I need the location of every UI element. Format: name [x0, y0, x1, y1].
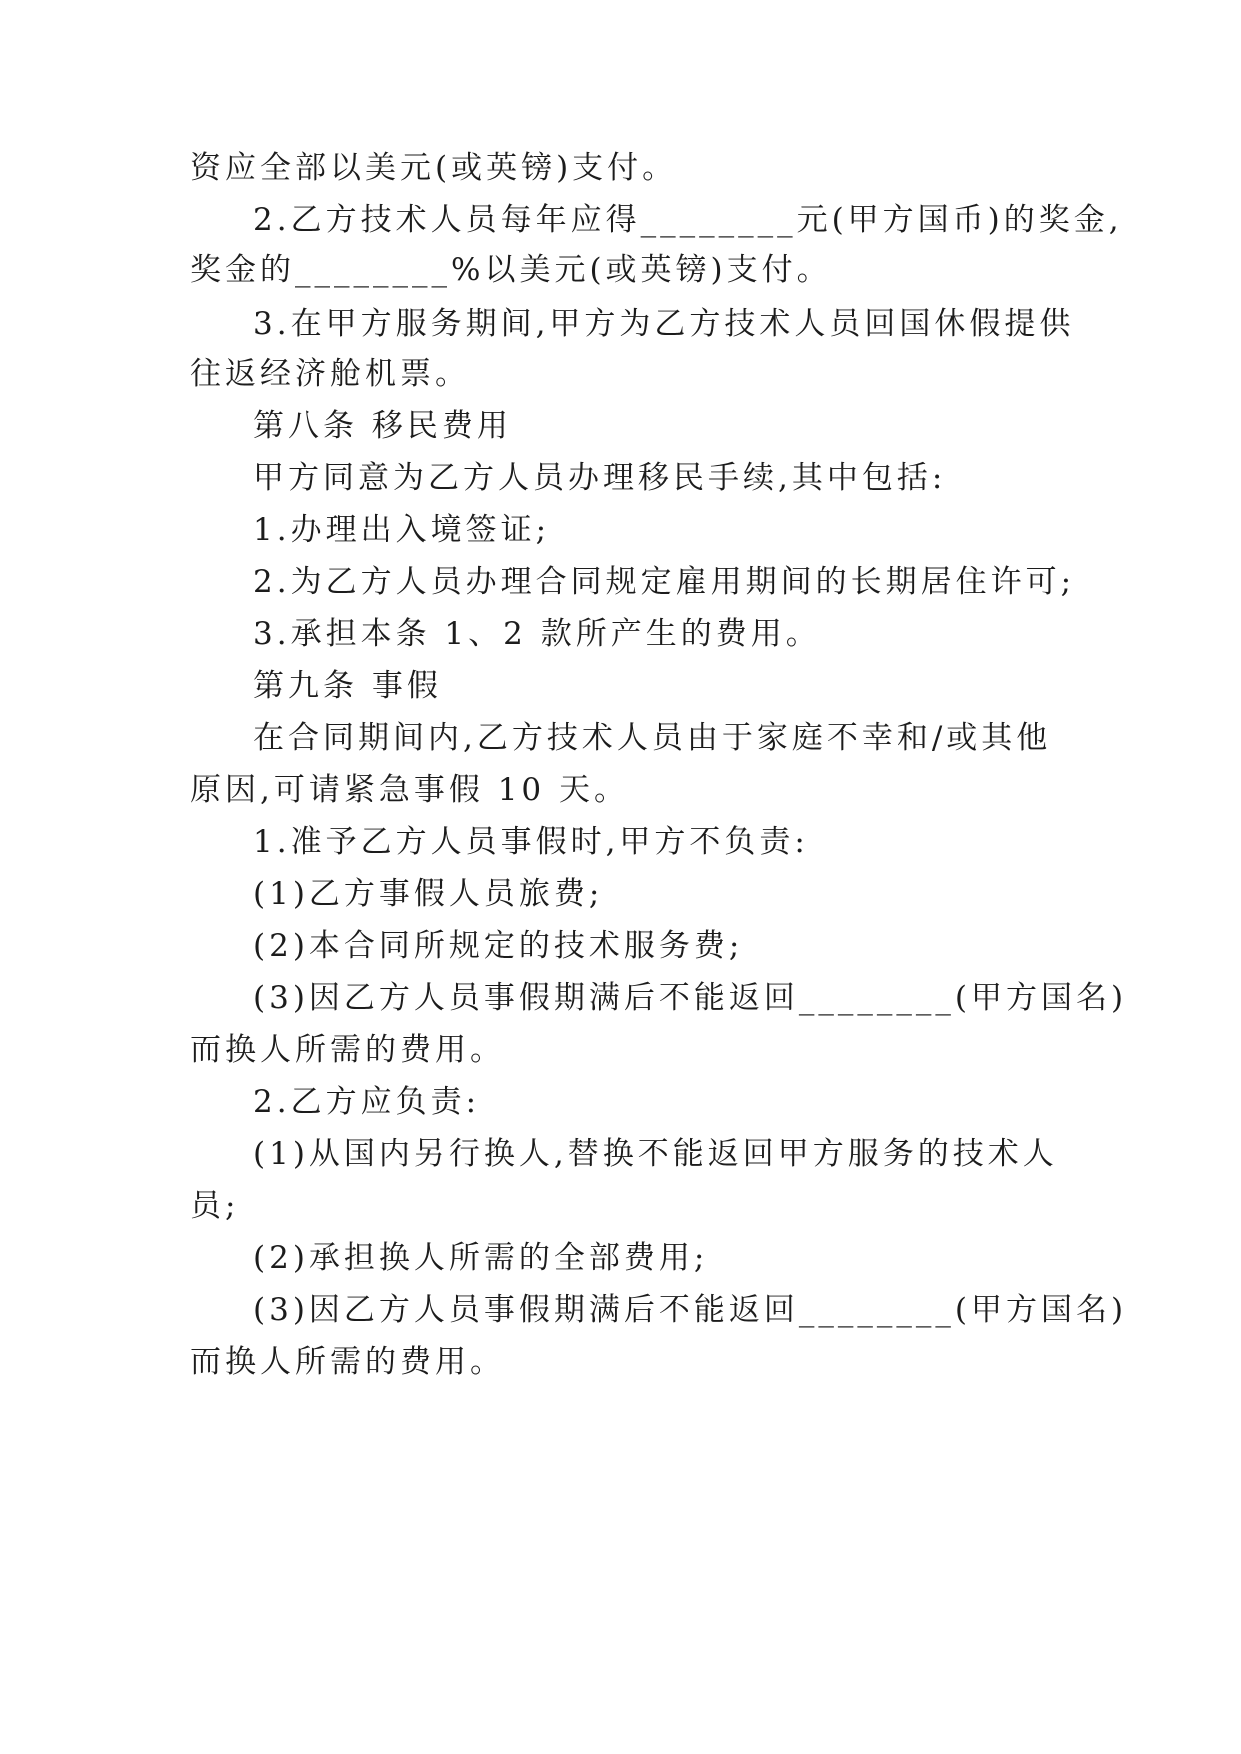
- section-heading: 第九条 事假: [253, 668, 442, 704]
- text-line: 在合同期间内,乙方技术人员由于家庭不幸和/或其他: [253, 720, 1052, 756]
- text-line: 2.乙方应负责:: [253, 1084, 481, 1120]
- text-line: 而换人所需的费用。: [190, 1344, 505, 1380]
- text-line: 3.承担本条 1、2 款所产生的费用。: [253, 616, 821, 652]
- text-line: 员;: [190, 1188, 240, 1224]
- text-line: 2.为乙方人员办理合同规定雇用期间的长期居住许可;: [253, 564, 1076, 600]
- text-line: (3)因乙方人员事假期满后不能返回________(甲方国名): [253, 980, 1128, 1016]
- text-line: (2)承担换人所需的全部费用;: [253, 1240, 709, 1276]
- text-line: 资应全部以美元(或英镑)支付。: [190, 150, 678, 186]
- text-line: 甲方同意为乙方人员办理移民手续,其中包括:: [253, 460, 947, 496]
- text-line: 原因,可请紧急事假 10 天。: [190, 772, 630, 808]
- section-heading: 第八条 移民费用: [253, 408, 512, 444]
- text-line: 1.办理出入境签证;: [253, 512, 551, 548]
- text-line: (1)乙方事假人员旅费;: [253, 876, 604, 912]
- text-line: (2)本合同所规定的技术服务费;: [253, 928, 744, 964]
- text-line: 而换人所需的费用。: [190, 1032, 505, 1068]
- text-line: (3)因乙方人员事假期满后不能返回________(甲方国名): [253, 1292, 1128, 1328]
- text-line: 往返经济舱机票。: [190, 356, 470, 392]
- text-line: 3.在甲方服务期间,甲方为乙方技术人员回国休假提供: [253, 306, 1075, 342]
- text-line: 2.乙方技术人员每年应得________元(甲方国币)的奖金,: [253, 202, 1123, 238]
- text-line: (1)从国内另行换人,替换不能返回甲方服务的技术人: [253, 1136, 1058, 1172]
- text-line: 奖金的________%以美元(或英镑)支付。: [190, 252, 832, 288]
- text-line: 1.准予乙方人员事假时,甲方不负责:: [253, 824, 809, 860]
